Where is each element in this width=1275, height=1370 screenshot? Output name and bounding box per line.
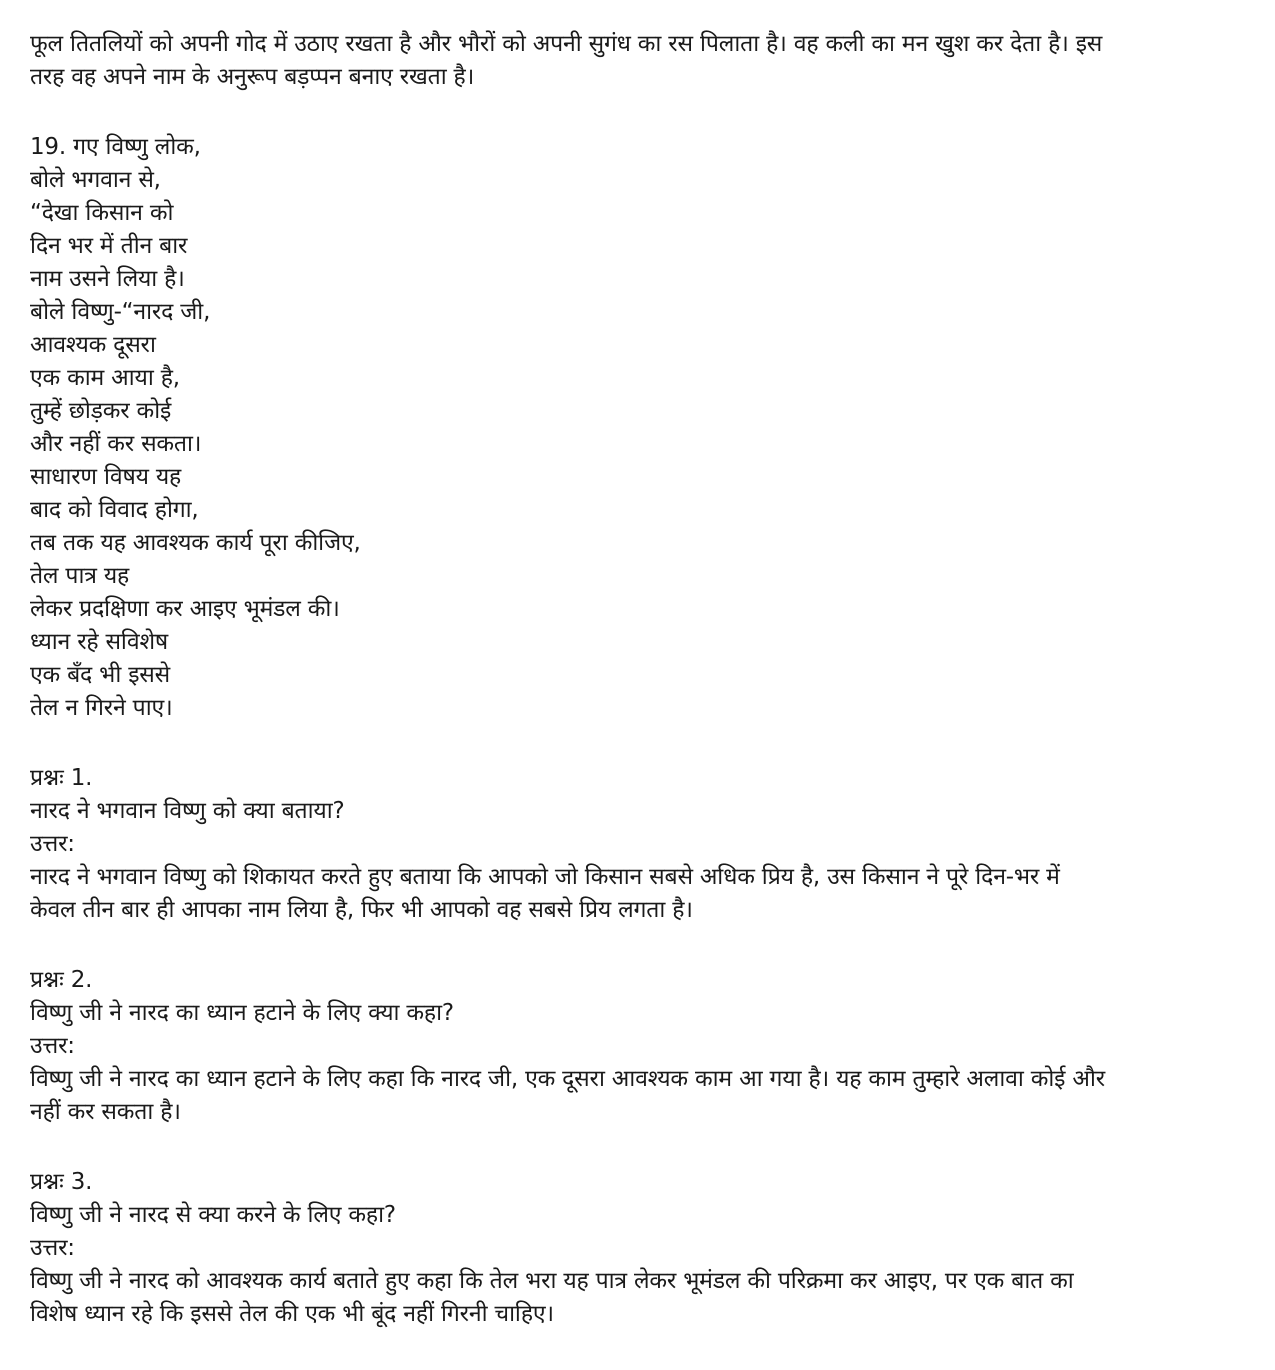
poem-line: बाद को विवाद होगा,: [30, 497, 199, 523]
poem-line: बोले भगवान से,: [30, 167, 161, 193]
poem-line: और नहीं कर सकता।: [30, 431, 202, 457]
poem-line: तेल पात्र यह: [30, 563, 129, 589]
answer-line: नारद ने भगवान विष्णु को शिकायत करते हुए बताया कि आपको जो किसान सबसे अधिक प्रिय है, उस किसान ने पूरे दिन-भर में: [30, 864, 1060, 890]
intro-line: तरह वह अपने नाम के अनुरूप बड़प्पन बनाए रखता है।: [30, 64, 475, 90]
answer-label: उत्तर:: [30, 1033, 75, 1059]
question-label: प्रश्नः 2.: [30, 967, 93, 993]
answer-label: उत्तर:: [30, 831, 75, 857]
answer-label: उत्तर:: [30, 1235, 75, 1261]
question-text: विष्णु जी ने नारद से क्या करने के लिए कहा?: [30, 1202, 396, 1228]
poem-block: [30, 131, 1270, 725]
poem-line: तब तक यह आवश्यक कार्य पूरा कीजिए,: [30, 530, 361, 556]
question-text: विष्णु जी ने नारद का ध्यान हटाने के लिए क्या कहा?: [30, 1000, 454, 1026]
answer-line: केवल तीन बार ही आपका नाम लिया है, फिर भी आपको वह सबसे प्रिय लगता है।: [30, 897, 693, 923]
poem-line: 19. गए विष्णु लोक,: [30, 134, 201, 160]
poem-line: बोले विष्णु-“नारद जी,: [30, 299, 211, 325]
question-block-2: [30, 964, 1270, 1129]
answer-line: विष्णु जी ने नारद का ध्यान हटाने के लिए कहा कि नारद जी, एक दूसरा आवश्यक काम आ गया है। यह काम तुम्हारे अलावा कोई और: [30, 1066, 1105, 1092]
poem-line: तुम्हें छोड़कर कोई: [30, 398, 172, 424]
poem-line: दिन भर में तीन बार: [30, 233, 188, 259]
intro-paragraph: [30, 28, 1270, 94]
poem-line: तेल न गिरने पाए।: [30, 695, 173, 721]
poem-line: ध्यान रहे सविशेष: [30, 629, 168, 655]
poem-line: एक काम आया है,: [30, 365, 180, 391]
poem-line: आवश्यक दूसरा: [30, 332, 156, 358]
poem-line: लेकर प्रदक्षिणा कर आइए भूमंडल की।: [30, 596, 340, 622]
question-label: प्रश्नः 3.: [30, 1169, 93, 1195]
poem-line: “देखा किसान को: [30, 200, 174, 226]
poem-line: एक बँद भी इससे: [30, 662, 170, 688]
answer-line: विशेष ध्यान रहे कि इससे तेल की एक भी बूंद नहीं गिरनी चाहिए।: [30, 1301, 554, 1327]
question-block-1: [30, 762, 1270, 927]
answer-line: विष्णु जी ने नारद को आवश्यक कार्य बताते हुए कहा कि तेल भरा यह पात्र लेकर भूमंडल की परिक्रमा कर आइए, पर एक बात का: [30, 1268, 1074, 1294]
answer-line: नहीं कर सकता है।: [30, 1099, 181, 1125]
question-label: प्रश्नः 1.: [30, 765, 93, 791]
question-text: नारद ने भगवान विष्णु को क्या बताया?: [30, 798, 345, 824]
intro-line: फूल तितलियों को अपनी गोद में उठाए रखता है और भौरों को अपनी सुगंध का रस पिलाता है। वह कली का मन खुश कर देता है। इस: [30, 31, 1103, 57]
document-page: [30, 28, 1270, 1331]
poem-line: साधारण विषय यह: [30, 464, 181, 490]
poem-line: नाम उसने लिया है।: [30, 266, 185, 292]
question-block-3: [30, 1166, 1270, 1331]
